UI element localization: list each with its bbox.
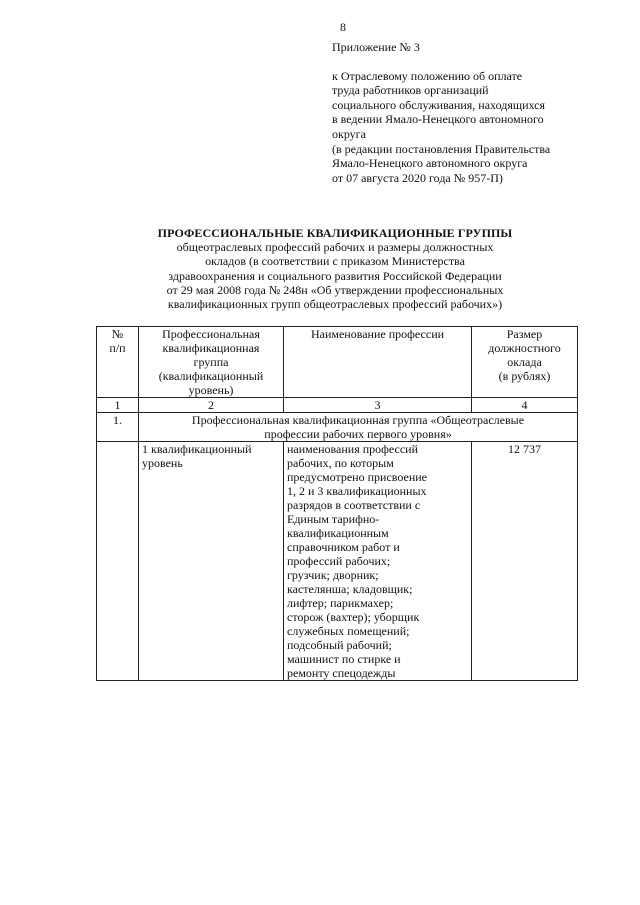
heading-line: окладов (в соответствии с приказом Министерства	[205, 254, 465, 269]
profession-line: профессий рабочих;	[287, 554, 391, 568]
header-text: уровень)	[188, 383, 234, 397]
profession-line: служебных помещений;	[287, 624, 410, 638]
level-line: 1 квалификационный	[142, 442, 252, 456]
appendix-line: (в редакции постановления Правительства	[332, 141, 551, 156]
column-number: 3	[284, 398, 472, 413]
profession-line: предусмотрено присвоение	[287, 470, 427, 484]
header-text: должностного	[488, 341, 561, 355]
qualification-level	[139, 442, 284, 681]
document-heading	[100, 226, 570, 311]
profession-list	[284, 442, 472, 681]
profession-line: справочником работ и	[287, 540, 400, 554]
header-text: Профессиональная	[162, 327, 260, 341]
column-number: 1	[97, 398, 139, 413]
profession-line: наименования профессий	[287, 442, 419, 456]
header-text: Наименование профессии	[310, 327, 445, 341]
row-number-empty	[97, 442, 139, 681]
header-text: Размер	[506, 327, 543, 341]
column-number: 2	[139, 398, 284, 413]
heading-title: ПРОФЕССИОНАЛЬНЫЕ КВАЛИФИКАЦИОННЫЕ ГРУППЫ	[157, 226, 513, 240]
profession-line: кастелянша; кладовщик;	[287, 582, 413, 596]
heading-line: от 29 мая 2008 года № 248н «Об утверждении профессиональных	[166, 282, 504, 297]
group-number: 1.	[97, 413, 139, 442]
column-number-row	[97, 398, 578, 413]
profession-line: квалификационным	[287, 526, 389, 540]
profession-line: рабочих, по которым	[287, 456, 394, 470]
appendix-line: Ямало-Ненецкого автономного округа	[332, 156, 528, 171]
group-title-line: Профессиональная квалификационная группа «Общеотраслевые	[191, 413, 525, 427]
appendix-line: в ведении Ямало-Ненецкого автономного	[332, 112, 544, 127]
profession-line: разрядов в соответствии с	[287, 498, 421, 512]
header-text: (квалификационный	[158, 369, 264, 383]
table-row	[97, 442, 578, 681]
header-text: оклада	[507, 355, 542, 369]
appendix-title: Приложение № 3	[332, 40, 420, 54]
appendix-line: к Отраслевому положению об оплате	[332, 68, 523, 83]
appendix-block	[332, 40, 622, 185]
profession-line: грузчик; дворник;	[287, 568, 379, 582]
heading-line: квалификационных групп общеотраслевых профессий рабочих»)	[167, 297, 503, 312]
appendix-line: социального обслуживания, находящихся	[332, 97, 546, 112]
heading-line: общеотраслевых профессий рабочих и размеры должностных	[176, 240, 494, 255]
header-text: п/п	[109, 341, 126, 355]
header-col-number	[97, 327, 139, 398]
profession-line: подсобный рабочий;	[287, 638, 392, 652]
profession-line: 1, 2 и 3 квалификационных	[287, 484, 427, 498]
column-number: 4	[472, 398, 578, 413]
header-text: группа	[193, 355, 229, 369]
profession-line: ремонту спецодежды	[287, 666, 396, 680]
heading-line: здравоохранения и социального развития Российской Федерации	[168, 268, 502, 283]
qualification-table	[96, 326, 578, 681]
header-text: квалификационная	[162, 341, 260, 355]
appendix-line: округа	[332, 126, 366, 141]
header-col-group	[139, 327, 284, 398]
header-text: (в рублях)	[498, 369, 551, 383]
appendix-line: труда работников организаций	[332, 83, 489, 98]
appendix-line: от 07 августа 2020 года № 957-П)	[332, 170, 503, 185]
profession-line: машинист по стирке и	[287, 652, 401, 666]
page-number: 8	[340, 20, 346, 34]
header-col-profession	[284, 327, 472, 398]
group-title-line: профессии рабочих первого уровня»	[264, 427, 452, 441]
level-line: уровень	[142, 456, 183, 470]
group-title	[139, 413, 578, 442]
table-header-row	[97, 327, 578, 398]
salary-value: 12 737	[472, 442, 578, 681]
profession-line: сторож (вахтер); уборщик	[287, 610, 420, 624]
group-row	[97, 413, 578, 442]
profession-line: Единым тарифно-	[287, 512, 380, 526]
header-col-salary	[472, 327, 578, 398]
header-text: №	[111, 327, 124, 341]
profession-line: лифтер; парикмахер;	[287, 596, 394, 610]
